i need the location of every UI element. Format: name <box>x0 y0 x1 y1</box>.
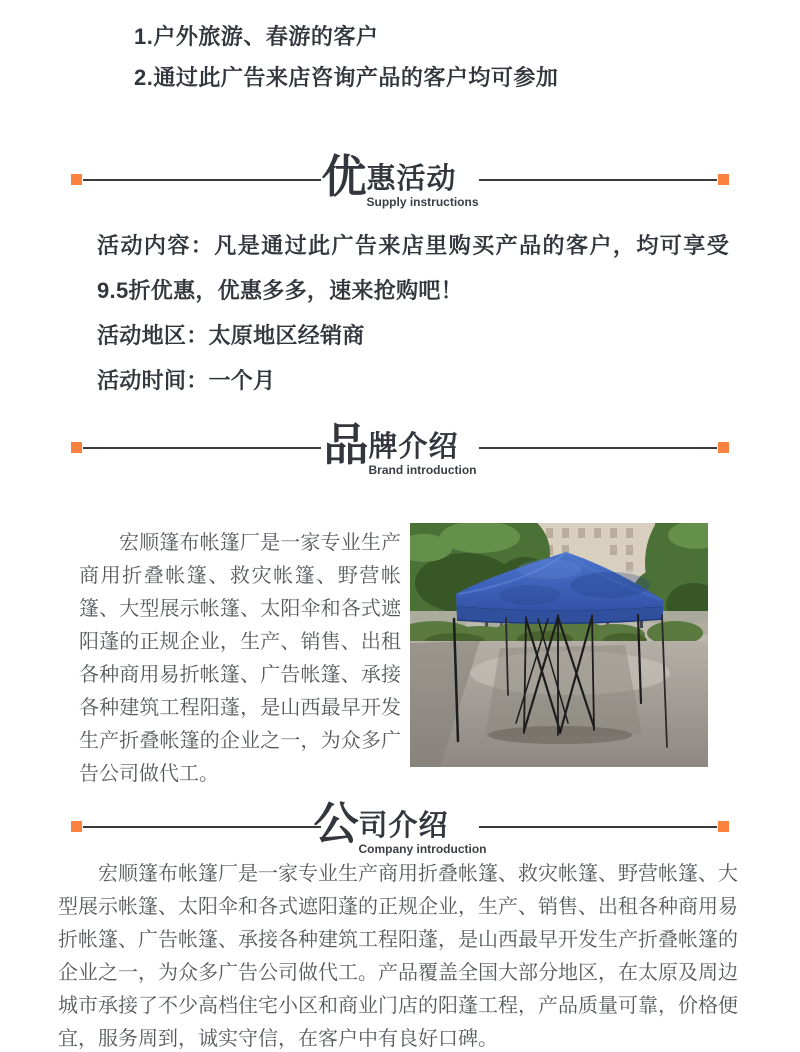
accent-square-right <box>718 442 729 453</box>
divider-line-right <box>479 179 717 181</box>
promo-section <box>97 223 729 403</box>
section-title-big-char: 优 <box>321 151 367 202</box>
divider-line-left <box>83 179 321 181</box>
section-title-subtitle: Company introduction <box>358 842 487 857</box>
accent-square-left <box>71 442 82 453</box>
brand-paragraph: 宏顺篷布帐篷厂是一家专业生产商用折叠帐篷、救灾帐篷、野营帐篷、大型展示帐篷、太阳伞和各式遮阳蓬的正规企业，生产、销售、出租各种商用易折帐篷、广告帐篷、承接各种建筑工程阳蓬，是山西最早开发生产折叠帐篷的企业之一，为众多广告公司做代工。 <box>79 532 401 785</box>
section-title-company <box>313 798 487 857</box>
tent-photo-illustration <box>410 523 708 767</box>
brand-photo <box>410 523 708 767</box>
section-header-promo <box>70 150 730 212</box>
company-paragraph: 宏顺篷布帐篷厂是一家专业生产商用折叠帐篷、救灾帐篷、野营帐篷、大型展示帐篷、太阳伞和各式遮阳蓬的正规企业，生产、销售、出租各种商用易折帐篷、广告帐篷、承接各种建筑工程阳蓬，是山西最早开发生产折叠帐篷的企业之一，为众多广告公司做代工。产品覆盖全国大部分地区，在太原及周边城市承接了不少高档住宅小区和商业门店的阳蓬工程，产品质量可靠，价格便宜，服务周到，诚实守信，在客户中有良好口碑。 <box>58 863 738 1050</box>
promo-region: 活动地区：太原地区经销商 <box>97 323 365 348</box>
section-header-brand <box>70 418 730 480</box>
section-title-subtitle: Supply instructions <box>366 195 479 210</box>
accent-square-right <box>718 174 729 185</box>
section-title-rest: 惠活动 <box>366 163 457 196</box>
promo-content: 活动内容：凡是通过此广告来店里购买产品的客户，均可享受9.5折优惠，优惠多多，速来抢购吧！ <box>97 233 729 303</box>
divider-line-right <box>479 447 717 449</box>
section-title-rest: 司介绍 <box>358 810 449 843</box>
section-title-rest: 牌介绍 <box>368 431 459 464</box>
section-title-subtitle: Brand introduction <box>368 463 477 478</box>
intro-item-2: 2.通过此广告来店咨询产品的客户均可参加 <box>134 65 559 90</box>
intro-item-1: 1.户外旅游、春游的客户 <box>134 24 379 49</box>
section-title-brand <box>323 419 477 478</box>
accent-square-left <box>71 174 82 185</box>
divider-line-right <box>479 826 717 828</box>
intro-list <box>134 16 558 98</box>
section-title-big-char: 品 <box>323 419 369 470</box>
divider-line-left <box>83 447 321 449</box>
divider-line-left <box>83 826 321 828</box>
section-title-promo <box>321 151 479 210</box>
promo-duration: 活动时间：一个月 <box>97 368 276 393</box>
section-header-company <box>70 797 730 859</box>
accent-square-right <box>718 821 729 832</box>
accent-square-left <box>71 821 82 832</box>
section-title-big-char: 公 <box>313 798 359 849</box>
